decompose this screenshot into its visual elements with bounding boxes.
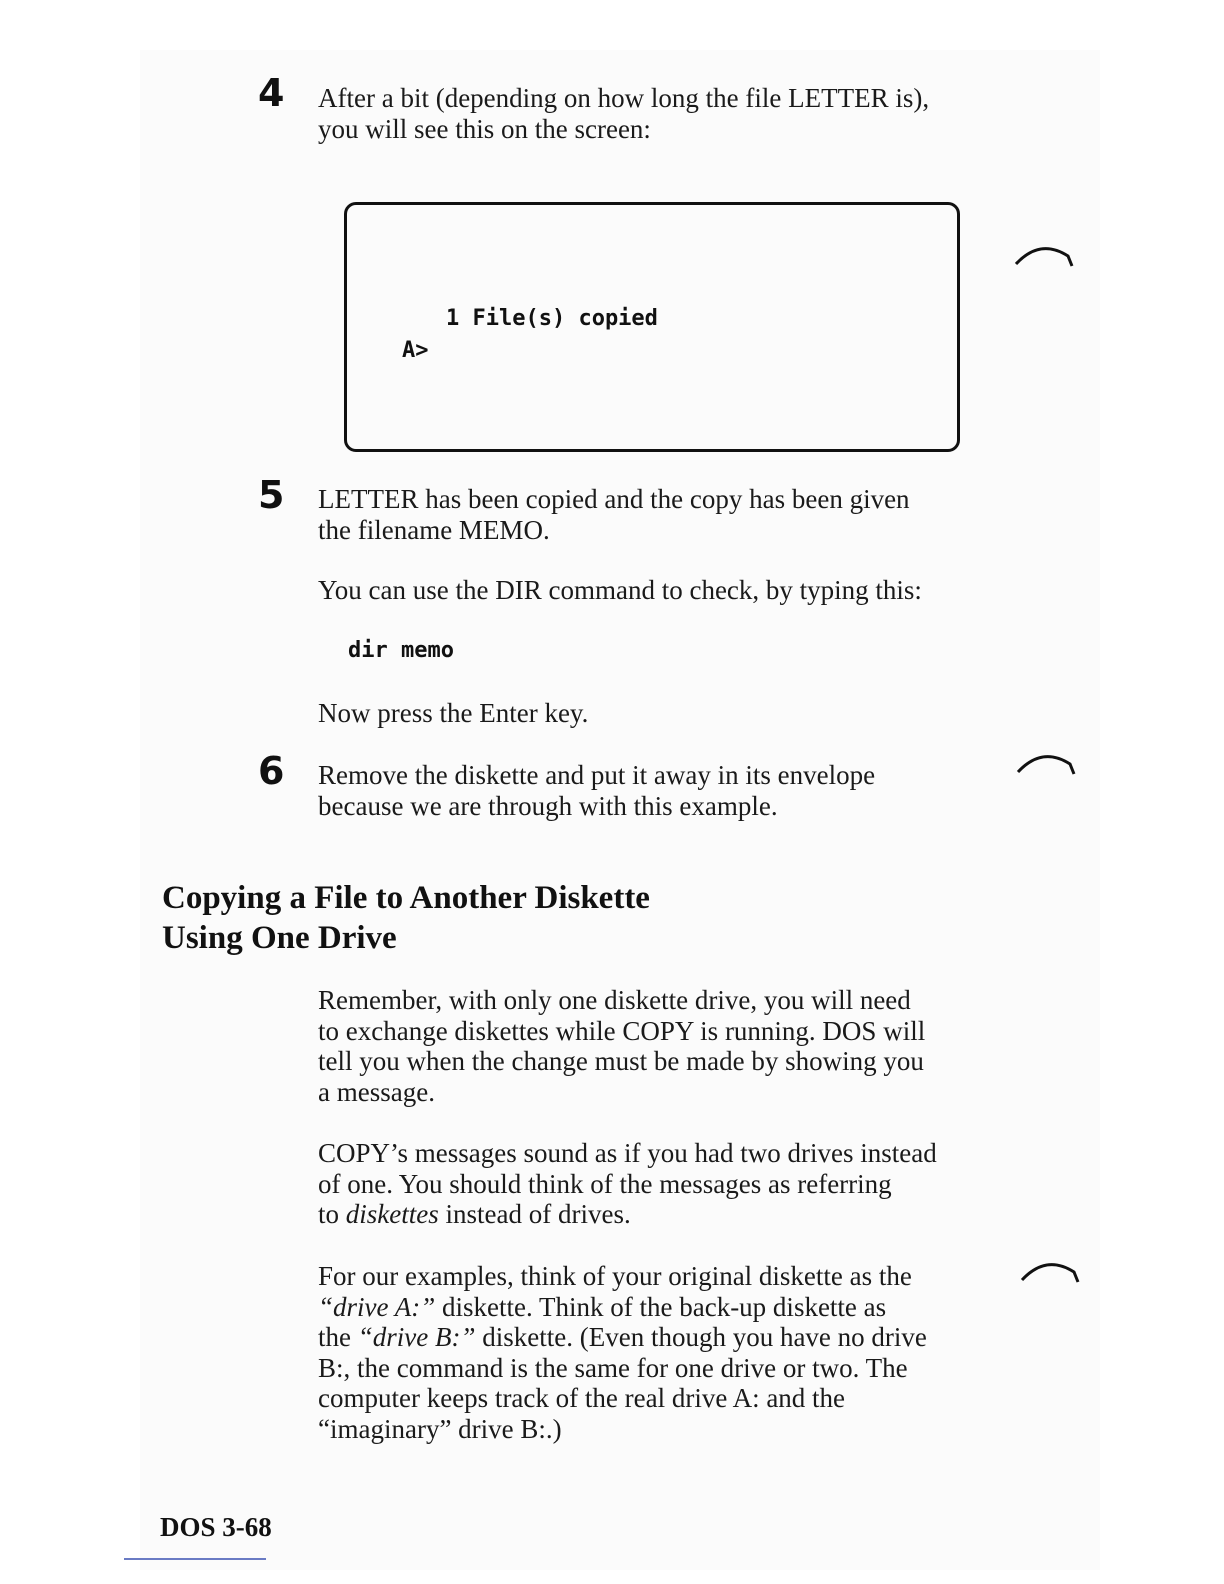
step-number-6: 6: [258, 749, 285, 793]
paragraph-3-line-6: “imaginary” drive B:.): [318, 1413, 562, 1444]
paragraph-3-line-3-rest: diskette. (Even though you have no drive: [475, 1322, 927, 1352]
step-5-check-line: You can use the DIR command to check, by typing this:: [318, 575, 922, 605]
paragraph-3-line-5: computer keeps track of the real drive A: and the: [318, 1383, 846, 1413]
step-number-5: 5: [258, 473, 285, 517]
binder-hole-mark-icon: [1012, 236, 1076, 270]
paragraph-3-line-4: B:, the command is the same for one drive or two. The: [318, 1352, 908, 1383]
paragraph-1-line-3: tell you when the change must be made by showing you: [318, 1046, 924, 1076]
step-number-4: 4: [258, 71, 285, 115]
step-6-line-2: because we are through with this example.: [318, 790, 778, 821]
paragraph-2-line-1: COPY’s messages sound as if you had two drives instead: [318, 1138, 937, 1168]
screen-output-line: 1 File(s) copied: [446, 306, 658, 331]
page-number-label: DOS 3-68: [160, 1512, 272, 1542]
paragraph-2-prefix: to: [318, 1199, 346, 1229]
step-5-text: [318, 484, 1018, 545]
step-5-line-1: LETTER has been copied and the copy has been given: [318, 484, 910, 514]
footer-rule: [124, 1558, 266, 1560]
step-4-text: [318, 83, 1018, 144]
paragraph-3-line-2: [318, 1292, 1018, 1323]
paragraph-2-line-3: [318, 1199, 1018, 1230]
binder-hole-mark-icon: [1018, 1252, 1082, 1286]
step-6-text: [318, 760, 1018, 821]
step-5-enter-line: Now press the Enter key.: [318, 698, 589, 728]
screen-prompt: A>: [402, 338, 429, 363]
binder-hole-mark-icon: [1014, 744, 1078, 778]
paragraph-3-line-3-prefix: the: [318, 1322, 358, 1352]
diskettes-emphasis: diskettes: [345, 1199, 439, 1229]
section-heading-line-1: Copying a File to Another Diskette: [162, 880, 650, 916]
dir-command: dir memo: [348, 638, 454, 663]
section-heading: [162, 878, 650, 958]
step-4-line-2: you will see this on the screen:: [318, 113, 651, 144]
paragraph-1-line-4: a message.: [318, 1076, 435, 1107]
paragraph-2-suffix: instead of drives.: [438, 1199, 631, 1229]
paragraph-2-line-2: of one. You should think of the messages as referring: [318, 1168, 892, 1199]
paragraph-drive-examples: [318, 1261, 1018, 1444]
drive-a-emphasis: “drive A:”: [318, 1291, 436, 1322]
paragraph-one-drive: [318, 985, 1018, 1107]
step-6-line-1: Remove the diskette and put it away in its envelope: [318, 760, 876, 790]
drive-b-emphasis: “drive B:”: [357, 1322, 476, 1352]
paragraph-3-line-2-rest: diskette. Think of the back-up diskette as: [435, 1291, 887, 1322]
paragraph-3-line-3: [318, 1322, 1018, 1353]
paragraph-1-line-1: Remember, with only one diskette drive, you will need: [318, 985, 911, 1015]
step-4-line-1: After a bit (depending on how long the file LETTER is),: [318, 83, 930, 113]
section-heading-line-2: Using One Drive: [162, 920, 397, 956]
paragraph-copy-messages: [318, 1138, 1018, 1230]
paragraph-1-line-2: to exchange diskettes while COPY is running. DOS will: [318, 1015, 926, 1046]
paragraph-3-line-1: For our examples, think of your original diskette as the: [318, 1261, 912, 1291]
step-5-line-2: the filename MEMO.: [318, 514, 550, 545]
